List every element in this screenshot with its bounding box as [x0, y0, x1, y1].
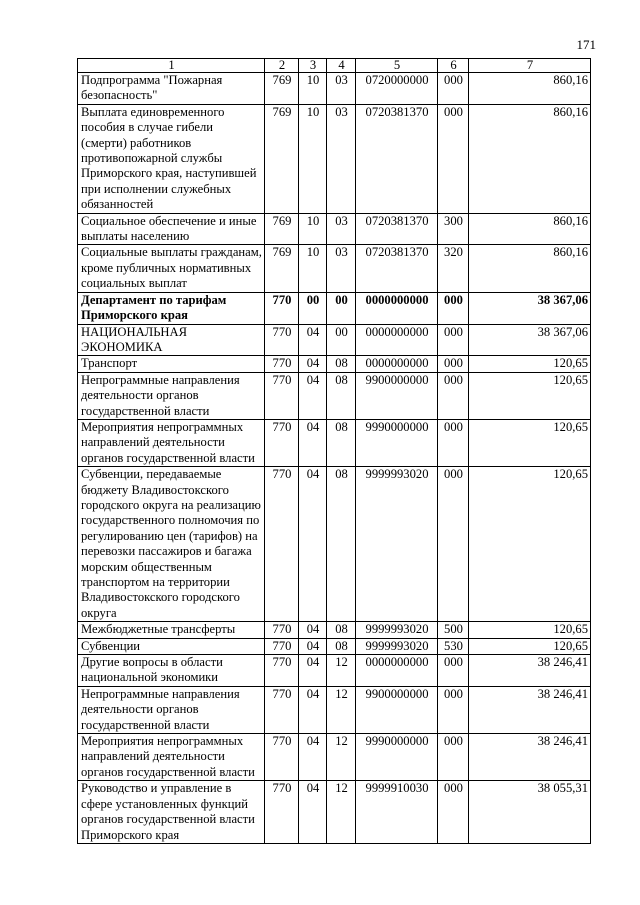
admin-code-cell: 769 [265, 245, 299, 292]
target-article-cell: 0720381370 [356, 213, 438, 245]
section-cell: 04 [299, 734, 327, 781]
expense-type-cell: 000 [438, 372, 469, 419]
header-row [78, 59, 591, 73]
admin-code-cell: 770 [265, 622, 299, 638]
table-row [78, 213, 591, 245]
row-name-cell: Выплата единовременного пособия в случае гибели (смерти) работников противопожарной службы Приморского края, наступившей при исполнении служебных обязанностей [78, 104, 265, 213]
section-cell: 04 [299, 372, 327, 419]
admin-code-cell: 770 [265, 292, 299, 324]
subsection-cell: 08 [327, 372, 356, 419]
table-row [78, 104, 591, 213]
page-number: 171 [576, 37, 596, 52]
subsection-cell: 08 [327, 467, 356, 622]
target-article-cell: 9999993020 [356, 467, 438, 622]
table-row [78, 372, 591, 419]
expense-type-cell: 530 [438, 638, 469, 654]
section-cell: 00 [299, 292, 327, 324]
expense-type-cell: 500 [438, 622, 469, 638]
section-cell: 04 [299, 419, 327, 466]
target-article-cell: 9900000000 [356, 372, 438, 419]
row-name-cell: Непрограммные направления деятельности органов государственной власти [78, 372, 265, 419]
admin-code-cell: 769 [265, 104, 299, 213]
admin-code-cell: 770 [265, 419, 299, 466]
table-row [78, 655, 591, 687]
amount-cell: 860,16 [469, 73, 591, 105]
target-article-cell: 9999993020 [356, 622, 438, 638]
row-name-cell: Другие вопросы в области национальной экономики [78, 655, 265, 687]
row-name-cell: Межбюджетные трансферты [78, 622, 265, 638]
section-cell: 04 [299, 324, 327, 356]
header-cell: 7 [469, 59, 591, 73]
target-article-cell: 0000000000 [356, 324, 438, 356]
section-cell: 04 [299, 356, 327, 372]
admin-code-cell: 769 [265, 73, 299, 105]
expense-type-cell: 000 [438, 734, 469, 781]
table-row [78, 467, 591, 622]
expense-type-cell: 000 [438, 356, 469, 372]
section-cell: 04 [299, 622, 327, 638]
row-name-cell: Транспорт [78, 356, 265, 372]
table-row [78, 356, 591, 372]
expense-type-cell: 300 [438, 213, 469, 245]
subsection-cell: 12 [327, 655, 356, 687]
section-cell: 04 [299, 686, 327, 733]
row-name-cell: Субвенции, передаваемые бюджету Владивостокского городского округа на реализацию государственного полномочия по регулированию цен (тарифов) на перевозки пассажиров и багажа морским общественным транспортом на территории Владивостокского городского округа [78, 467, 265, 622]
target-article-cell: 9990000000 [356, 419, 438, 466]
admin-code-cell: 770 [265, 467, 299, 622]
amount-cell: 38 055,31 [469, 781, 591, 844]
target-article-cell: 0000000000 [356, 655, 438, 687]
row-name-cell: Департамент по тарифам Приморского края [78, 292, 265, 324]
target-article-cell: 9990000000 [356, 734, 438, 781]
section-cell: 10 [299, 73, 327, 105]
table-row [78, 292, 591, 324]
expense-type-cell: 000 [438, 324, 469, 356]
header-cell: 4 [327, 59, 356, 73]
section-cell: 04 [299, 467, 327, 622]
section-cell: 10 [299, 213, 327, 245]
table-row [78, 781, 591, 844]
table-row [78, 686, 591, 733]
amount-cell: 120,65 [469, 638, 591, 654]
table-row [78, 245, 591, 292]
target-article-cell: 0720381370 [356, 104, 438, 213]
header-cell: 2 [265, 59, 299, 73]
subsection-cell: 08 [327, 638, 356, 654]
target-article-cell: 9900000000 [356, 686, 438, 733]
target-article-cell: 0720381370 [356, 245, 438, 292]
row-name-cell: Социальные выплаты гражданам, кроме публичных нормативных социальных выплат [78, 245, 265, 292]
subsection-cell: 03 [327, 245, 356, 292]
expense-type-cell: 000 [438, 655, 469, 687]
table-row [78, 419, 591, 466]
header-cell: 3 [299, 59, 327, 73]
amount-cell: 120,65 [469, 622, 591, 638]
section-cell: 10 [299, 245, 327, 292]
admin-code-cell: 770 [265, 686, 299, 733]
subsection-cell: 03 [327, 104, 356, 213]
expense-type-cell: 000 [438, 104, 469, 213]
subsection-cell: 08 [327, 356, 356, 372]
row-name-cell: НАЦИОНАЛЬНАЯ ЭКОНОМИКА [78, 324, 265, 356]
subsection-cell: 00 [327, 292, 356, 324]
amount-cell: 38 367,06 [469, 292, 591, 324]
subsection-cell: 00 [327, 324, 356, 356]
target-article-cell: 9999910030 [356, 781, 438, 844]
section-cell: 10 [299, 104, 327, 213]
amount-cell: 38 246,41 [469, 734, 591, 781]
target-article-cell: 0720000000 [356, 73, 438, 105]
row-name-cell: Мероприятия непрограммных направлений деятельности органов государственной власти [78, 734, 265, 781]
expense-type-cell: 000 [438, 292, 469, 324]
amount-cell: 120,65 [469, 356, 591, 372]
budget-table [77, 58, 591, 844]
header-cell: 5 [356, 59, 438, 73]
admin-code-cell: 770 [265, 638, 299, 654]
section-cell: 04 [299, 781, 327, 844]
row-name-cell: Непрограммные направления деятельности органов государственной власти [78, 686, 265, 733]
admin-code-cell: 770 [265, 781, 299, 844]
header-cell: 1 [78, 59, 265, 73]
row-name-cell: Мероприятия непрограммных направлений деятельности органов государственной власти [78, 419, 265, 466]
amount-cell: 38 246,41 [469, 686, 591, 733]
amount-cell: 38 367,06 [469, 324, 591, 356]
row-name-cell: Подпрограмма "Пожарная безопасность" [78, 73, 265, 105]
table-row [78, 622, 591, 638]
subsection-cell: 12 [327, 734, 356, 781]
expense-type-cell: 000 [438, 781, 469, 844]
admin-code-cell: 770 [265, 734, 299, 781]
row-name-cell: Руководство и управление в сфере установленных функций органов государственной власти Приморского края [78, 781, 265, 844]
amount-cell: 120,65 [469, 419, 591, 466]
subsection-cell: 03 [327, 73, 356, 105]
admin-code-cell: 770 [265, 324, 299, 356]
section-cell: 04 [299, 638, 327, 654]
amount-cell: 860,16 [469, 213, 591, 245]
admin-code-cell: 770 [265, 356, 299, 372]
row-name-cell: Субвенции [78, 638, 265, 654]
table-row [78, 324, 591, 356]
table-row [78, 734, 591, 781]
admin-code-cell: 770 [265, 372, 299, 419]
row-name-cell: Социальное обеспечение и иные выплаты населению [78, 213, 265, 245]
section-cell: 04 [299, 655, 327, 687]
header-cell: 6 [438, 59, 469, 73]
subsection-cell: 12 [327, 686, 356, 733]
subsection-cell: 12 [327, 781, 356, 844]
amount-cell: 120,65 [469, 467, 591, 622]
subsection-cell: 08 [327, 419, 356, 466]
target-article-cell: 9999993020 [356, 638, 438, 654]
amount-cell: 120,65 [469, 372, 591, 419]
amount-cell: 860,16 [469, 245, 591, 292]
subsection-cell: 08 [327, 622, 356, 638]
expense-type-cell: 000 [438, 686, 469, 733]
table-row [78, 638, 591, 654]
table-row [78, 73, 591, 105]
expense-type-cell: 000 [438, 467, 469, 622]
expense-type-cell: 000 [438, 419, 469, 466]
expense-type-cell: 320 [438, 245, 469, 292]
amount-cell: 860,16 [469, 104, 591, 213]
admin-code-cell: 770 [265, 655, 299, 687]
target-article-cell: 0000000000 [356, 356, 438, 372]
expense-type-cell: 000 [438, 73, 469, 105]
admin-code-cell: 769 [265, 213, 299, 245]
target-article-cell: 0000000000 [356, 292, 438, 324]
amount-cell: 38 246,41 [469, 655, 591, 687]
subsection-cell: 03 [327, 213, 356, 245]
